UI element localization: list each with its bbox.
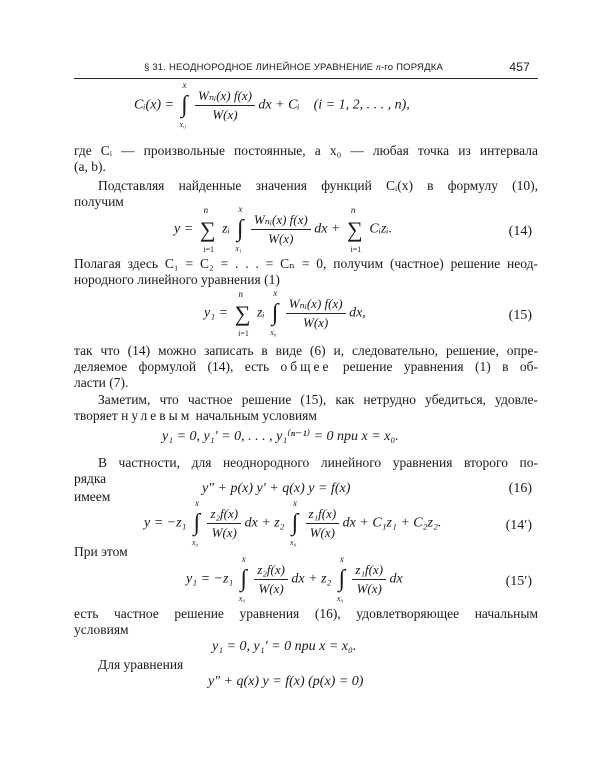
paragraph-line: Для уравнения: [98, 657, 184, 672]
paragraph-line: ласти (7).: [74, 375, 129, 390]
paragraph-line: так что (14) можно записать в виде (6) и, следовательно, решение, опре-: [74, 343, 538, 358]
equation-number-16: (16): [508, 481, 532, 496]
equation-15: y₁ = ∑ n i=1 zᵢ ∫ x x₀ $\frac{\text{Wₙᵢ(x) f(x)}}{W(x)}$ dx,: [204, 288, 366, 338]
page-number: 457: [509, 60, 530, 74]
paragraph-line: есть частное решение уравнения (16), удовлетворяющее начальным: [74, 606, 538, 621]
header-rule: [74, 78, 538, 79]
section-title: § 31. НЕОДНОРОДНОЕ ЛИНЕЙНОЕ УРАВНЕНИЕ n-го ПОРЯДКА: [144, 62, 443, 73]
zero-initial-conditions: y₁ = 0, y₁′ = 0, . . . , y₁⁽ⁿ⁻¹⁾ = 0 при x = x₀.: [162, 429, 399, 444]
paragraph-line: (a, b).: [74, 159, 106, 174]
paragraph-line: имеем: [74, 489, 111, 504]
equation-number-14-prime: (14′): [505, 518, 532, 533]
paragraph-line: Полагая здесь C₁ = C₂ = . . . = Cₙ = 0, получим (частное) решение неод-: [74, 256, 538, 271]
equation-14-prime: y = −z₁ ∫ x x₀ $\frac{\text{z₂f(x)}}{W(x)}$ dx + z₂ ∫ x x₀ $\frac{\text{z₁f(x)}}{W(x)}$ dx + C₁z₁ + C₂z₂.: [144, 498, 442, 547]
equation-ci: Cᵢ(x) = ∫ x x₀ $\frac{\text{Wₙᵢ(x) f(x)}}{W(x)}$ dx + Cᵢ (i = 1, 2, . . . , n),: [134, 80, 410, 129]
equation-number-15-prime: (15′): [505, 574, 532, 589]
paragraph-line: где Cᵢ — произвольные постоянные, а x₀ — любая точка из интервала: [74, 143, 538, 158]
initial-conditions-2: y₁ = 0, y₁′ = 0 при x = x₀.: [212, 639, 357, 654]
equation-number-15: (15): [508, 308, 532, 323]
equation-14: y = ∑ n i=1 zᵢ ∫ x x₁ $\frac{\text{Wₙᵢ(x) f(x)}}{W(x)}$ dx + ∑ n i=1 Cᵢzᵢ.: [174, 204, 393, 254]
equation-16: y″ + p(x) y′ + q(x) y = f(x): [202, 481, 351, 496]
paragraph-line: творяет нулевым начальным условиям: [74, 408, 317, 423]
paragraph-line: условиям: [74, 622, 129, 637]
equation-final: y″ + q(x) y = f(x) (p(x) = 0): [208, 674, 364, 689]
paragraph-line: Заметим, что частное решение (15), как нетрудно убедиться, удовле-: [98, 392, 538, 407]
paragraph-line: нородного линейного уравнения (1): [74, 272, 280, 287]
paragraph-line: При этом: [74, 544, 128, 559]
equation-number-14: (14): [508, 224, 532, 239]
paragraph-line: В частности, для неоднородного линейного уравнения второго по-: [98, 455, 538, 470]
paragraph-line: Подставляя найденные значения функций Cᵢ(x) в формулу (10),: [98, 178, 538, 193]
paragraph-line: рядка: [74, 471, 107, 486]
paragraph-line: получим: [74, 194, 124, 209]
equation-15-prime: y₁ = −z₁ ∫ x x₀ $\frac{\text{z₂f(x)}}{W(x)}$ dx + z₂ ∫ x x₀ $\frac{\text{z₁f(x)}}{W(x)}$ dx: [186, 554, 403, 603]
paragraph-line: деляемое формулой (14), есть общее решение уравнения (1) в об-: [74, 359, 539, 374]
running-header: [74, 60, 538, 78]
